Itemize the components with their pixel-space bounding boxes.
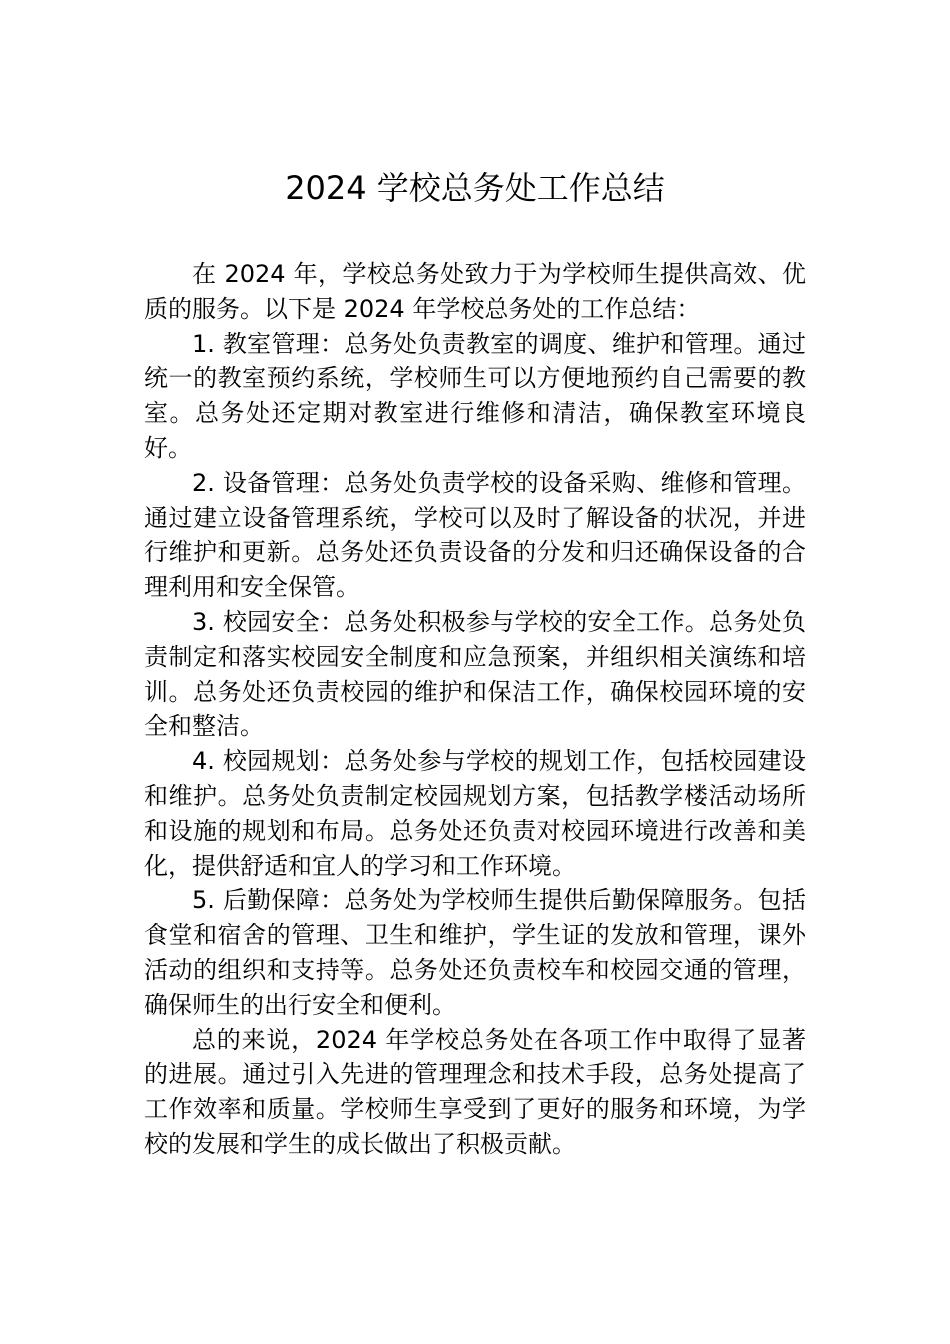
document-body	[144, 257, 806, 1162]
paragraph-campus-planning: 4. 校园规划：总务处参与学校的规划工作，包括校园建设和维护。总务处负责制定校园规划方案，包括教学楼活动场所和设施的规划和布局。总务处还负责对校园环境进行改善和美化，提供舒适和宜人的学习和工作环境。	[144, 747, 806, 880]
paragraph-intro: 在 2024 年，学校总务处致力于为学校师生提供高效、优质的服务。以下是 2024 年学校总务处的工作总结：	[144, 260, 806, 323]
paragraph-logistics-support: 5. 后勤保障：总务处为学校师生提供后勤保障服务。包括食堂和宿舍的管理、卫生和维护，学生证的发放和管理，课外活动的组织和支持等。总务处还负责校车和校园交通的管理，确保师生的出行安全和便利。	[144, 886, 806, 1019]
paragraph-conclusion: 总的来说，2024 年学校总务处在各项工作中取得了显著的进展。通过引入先进的管理理念和技术手段，总务处提高了工作效率和质量。学校师生享受到了更好的服务和环境，为学校的发展和学生的成长做出了积极贡献。	[144, 1025, 806, 1158]
paragraph-classroom-management: 1. 教室管理：总务处负责教室的调度、维护和管理。通过统一的教室预约系统，学校师生可以方便地预约自己需要的教室。总务处还定期对教室进行维修和清洁，确保教室环境良好。	[144, 329, 806, 462]
document-title: 2024 学校总务处工作总结	[285, 169, 665, 207]
paragraph-equipment-management: 2. 设备管理：总务处负责学校的设备采购、维修和管理。通过建立设备管理系统，学校可以及时了解设备的状况，并进行维护和更新。总务处还负责设备的分发和归还确保设备的合理利用和安全保管。	[144, 468, 806, 602]
paragraph-campus-safety: 3. 校园安全：总务处积极参与学校的安全工作。总务处负责制定和落实校园安全制度和应急预案，并组织相关演练和培训。总务处还负责校园的维护和保洁工作，确保校园环境的安全和整洁。	[144, 607, 806, 741]
